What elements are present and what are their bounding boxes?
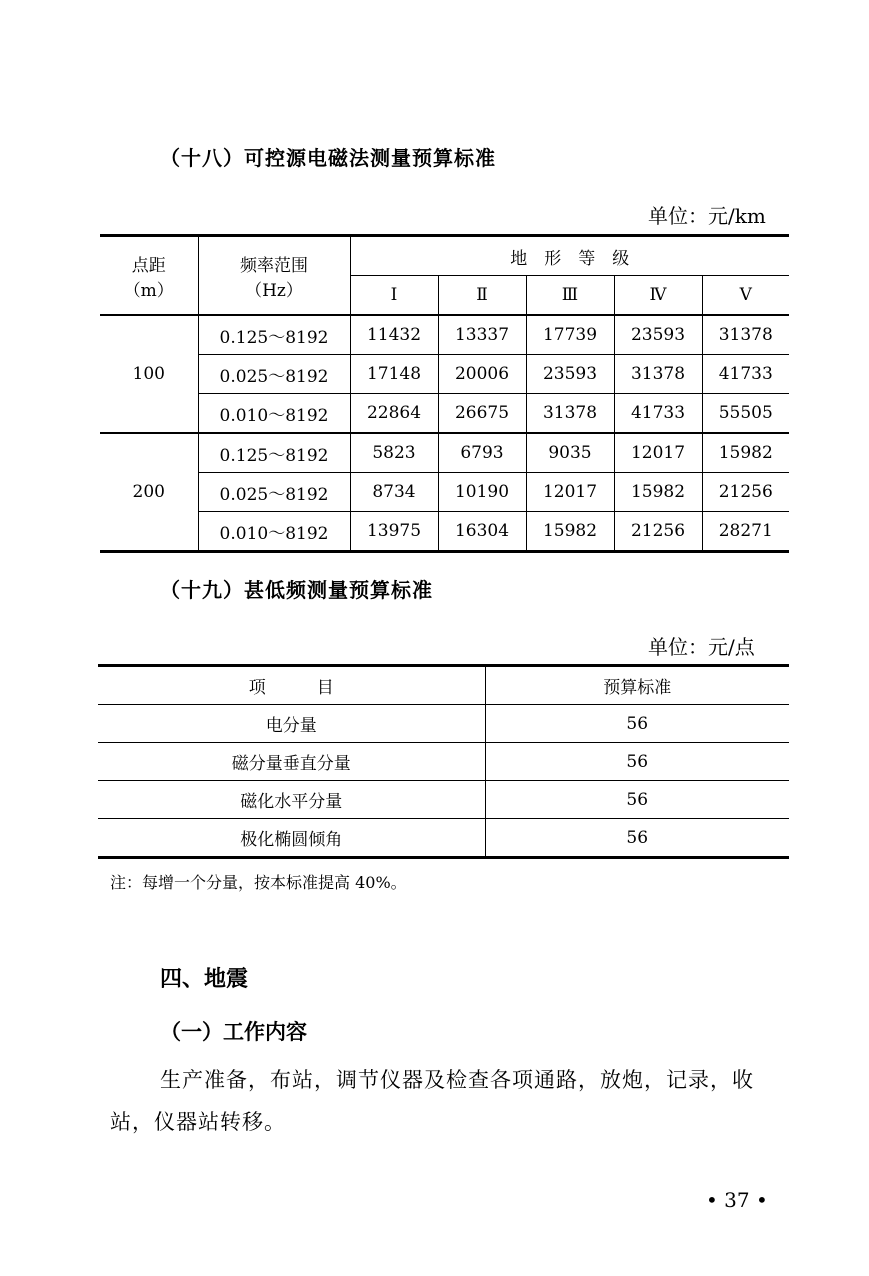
table-row (100, 355, 789, 394)
value-cell: 31378 (614, 355, 702, 394)
value-cell: 28271 (702, 512, 789, 552)
grade-5: Ⅴ (702, 276, 789, 316)
table-row (100, 433, 789, 473)
grade-4: Ⅳ (614, 276, 702, 316)
table-row (98, 781, 789, 819)
value-cell: 41733 (702, 355, 789, 394)
item-cell: 电分量 (98, 705, 485, 743)
value-cell: 26675 (438, 394, 526, 434)
paragraph-line-2: 站，仪器站转移。 (110, 1110, 286, 1134)
value-cell: 41733 (614, 394, 702, 434)
grade-1: Ⅰ (350, 276, 438, 316)
header-standard: 预算标准 (485, 666, 789, 705)
value-cell: 31378 (702, 315, 789, 355)
table-row (100, 394, 789, 434)
item-cell: 磁分量垂直分量 (98, 743, 485, 781)
value-cell: 20006 (438, 355, 526, 394)
value-cell: 55505 (702, 394, 789, 434)
grade-2: Ⅱ (438, 276, 526, 316)
table-row (98, 819, 789, 858)
table-row (98, 743, 789, 781)
section-18-title: （十八）可控源电磁法测量预算标准 (160, 146, 496, 170)
distance-cell: 100 (100, 315, 198, 433)
value-cell: 31378 (526, 394, 614, 434)
value-cell: 10190 (438, 473, 526, 512)
value-cell: 6793 (438, 433, 526, 473)
value-cell: 15982 (614, 473, 702, 512)
table-note: 注：每增一个分量，按本标准提高 40%。 (110, 873, 407, 892)
value-cell: 12017 (526, 473, 614, 512)
table-row (100, 512, 789, 552)
value-cell: 9035 (526, 433, 614, 473)
value-cell: 15982 (526, 512, 614, 552)
value-cell: 12017 (614, 433, 702, 473)
value-cell: 23593 (614, 315, 702, 355)
value-cell: 8734 (350, 473, 438, 512)
grade-3: Ⅲ (526, 276, 614, 316)
standard-cell: 56 (485, 819, 789, 858)
section-19-unit: 单位：元/点 (648, 635, 755, 659)
paragraph-line-1: 生产准备，布站，调节仪器及检查各项通路，放炮，记录，收 (160, 1068, 754, 1092)
header-item: 项 目 (98, 666, 485, 705)
header-frequency: 频率范围 （Hz） (198, 236, 350, 316)
page-number: • 37 • (706, 1188, 768, 1212)
section-4-heading: 四、地震 (160, 966, 249, 992)
table-row (98, 705, 789, 743)
item-cell: 磁化水平分量 (98, 781, 485, 819)
standard-cell: 56 (485, 781, 789, 819)
value-cell: 23593 (526, 355, 614, 394)
standard-cell: 56 (485, 743, 789, 781)
csamt-budget-table (100, 234, 789, 553)
value-cell: 22864 (350, 394, 438, 434)
freq-cell: 0.125～8192 (198, 315, 350, 355)
freq-cell: 0.025～8192 (198, 355, 350, 394)
value-cell: 11432 (350, 315, 438, 355)
header-distance: 点距 （m） (100, 236, 198, 316)
freq-cell: 0.010～8192 (198, 394, 350, 434)
value-cell: 13337 (438, 315, 526, 355)
freq-cell: 0.010～8192 (198, 512, 350, 552)
header-terrain-grade: 地 形 等 级 (350, 236, 789, 276)
value-cell: 17148 (350, 355, 438, 394)
table-row (100, 473, 789, 512)
value-cell: 5823 (350, 433, 438, 473)
value-cell: 16304 (438, 512, 526, 552)
distance-cell: 200 (100, 433, 198, 552)
section-19-title: （十九）甚低频测量预算标准 (160, 578, 433, 602)
value-cell: 13975 (350, 512, 438, 552)
table-row (100, 315, 789, 355)
freq-cell: 0.125～8192 (198, 433, 350, 473)
value-cell: 17739 (526, 315, 614, 355)
value-cell: 21256 (614, 512, 702, 552)
section-18-unit: 单位：元/km (648, 204, 766, 228)
value-cell: 21256 (702, 473, 789, 512)
item-cell: 极化椭圆倾角 (98, 819, 485, 858)
freq-cell: 0.025～8192 (198, 473, 350, 512)
work-content-heading: （一）工作内容 (160, 1019, 307, 1044)
standard-cell: 56 (485, 705, 789, 743)
vlf-budget-table (98, 664, 789, 859)
value-cell: 15982 (702, 433, 789, 473)
